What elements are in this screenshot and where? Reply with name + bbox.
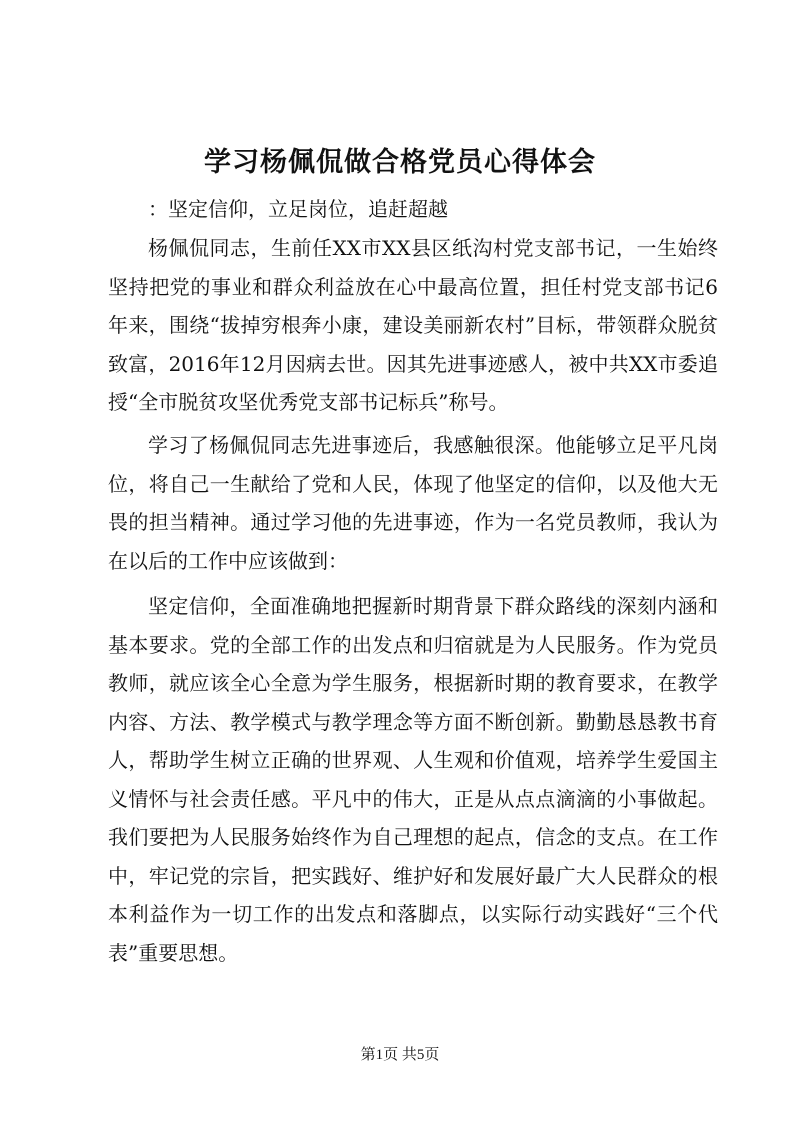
document-title: 学习杨佩侃做合格党员心得体会 (204, 147, 596, 178)
body-paragraph-1: 杨佩侃同志，生前任XX市XX县区纸沟村党支部书记，一生始终坚持把党的事业和群众利益放在心中最高位置，担任村党支部书记6年来，围绕“拔掉穷根奔小康，建设美丽新农村”目标，带领群众脱贫致富，2016年12月因病去世。因其先进事迹感人，被中共XX市委追授“全市脱贫攻坚优秀党支部书记标兵”称号。 (108, 236, 718, 414)
body-paragraph-3: 坚定信仰，全面准确地把握新时期背景下群众路线的深刻内涵和基本要求。党的全部工作的出发点和归宿就是为人民服务。作为党员教师，就应该全心全意为学生服务，根据新时期的教育要求，在教学内容、方法、教学模式与教学理念等方面不断创新。勤勤恳恳教书育人，帮助学生树立正确的世界观、人生观和价值观，培养学生爱国主义情怀与社会责任感。平凡中的伟大，正是从点点滴滴的小事做起。我们要把为人民服务始终作为自己理想的起点，信念的支点。在工作中，牢记党的宗旨，把实践好、维护好和发展好最广大人民群众的根本利益作为一切工作的出发点和落脚点，以实际行动实践好“三个代表”重要思想。 (108, 594, 718, 965)
document-subtitle: ：坚定信仰，立足岗位，追赶超越 (148, 197, 448, 221)
page-footer: 第1页 共5页 (360, 1047, 440, 1063)
body-paragraph-2: 学习了杨佩侃同志先进事迹后，我感触很深。他能够立足平凡岗位，将自己一生献给了党和人民，体现了他坚定的信仰，以及他大无畏的担当精神。通过学习他的先进事迹，作为一名党员教师，我认为在以后的工作中应该做到： (108, 433, 718, 573)
